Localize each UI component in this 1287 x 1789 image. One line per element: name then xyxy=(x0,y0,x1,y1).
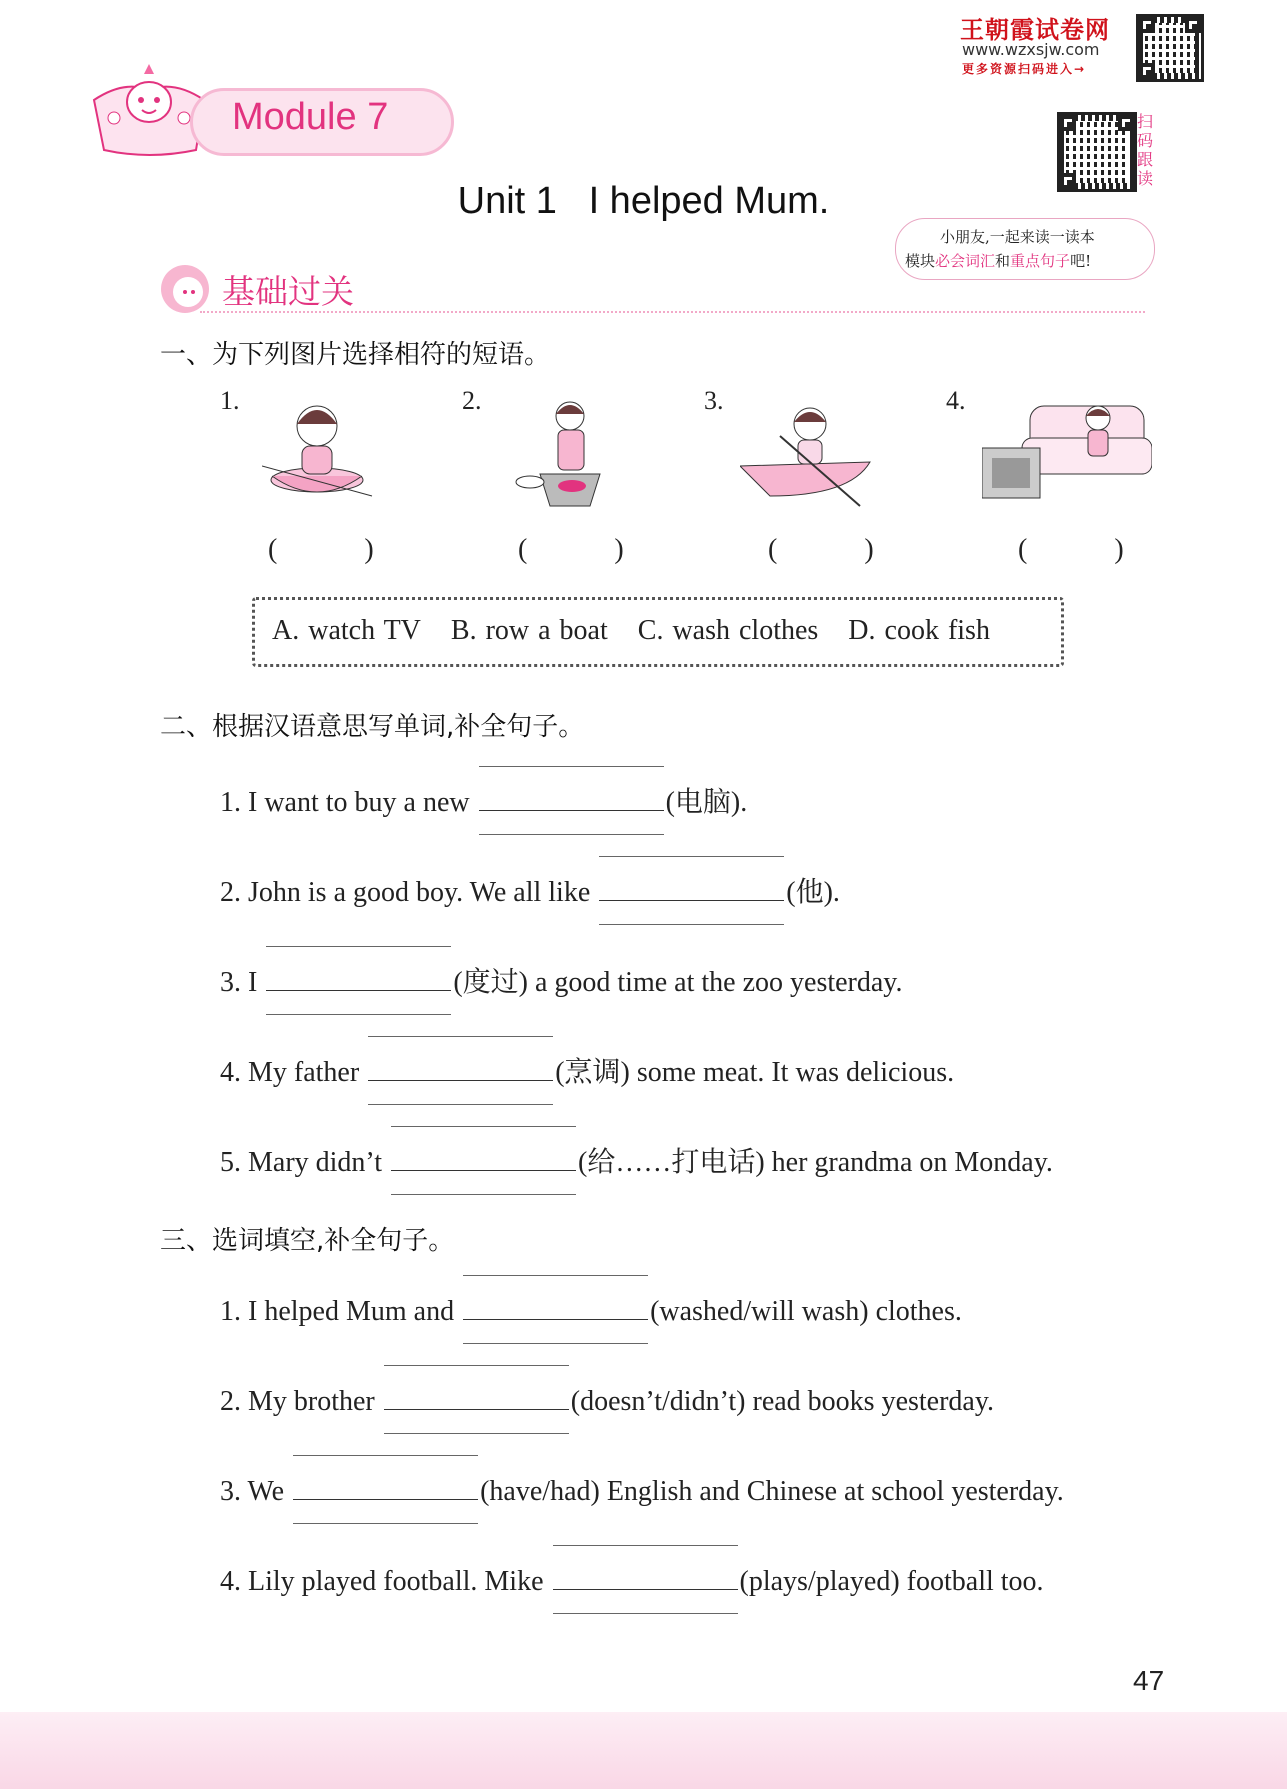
picture-number: 4. xyxy=(946,386,966,415)
answer-blank[interactable] xyxy=(266,970,451,991)
answer-blank[interactable] xyxy=(463,1299,648,1320)
question-line: 5. Mary didn’t (给……打电话) her grandma on Monday. xyxy=(220,1147,1053,1178)
question-line: 4. My father (烹调) some meat. It was delicious. xyxy=(220,1057,955,1088)
answer-blank[interactable] xyxy=(391,1150,576,1171)
girl-cooking-fish-image xyxy=(510,394,610,510)
section-title: 基础过关 xyxy=(222,272,354,311)
option-b: B. row a boat xyxy=(450,615,608,646)
brand-url[interactable]: www.wzxsjw.com xyxy=(962,40,1100,59)
picture-number: 2. xyxy=(462,386,482,415)
tip-line-1: 小朋友,一起来读一读本 xyxy=(940,228,1095,246)
question-line: 1. I helped Mum and (washed/will wash) clothes. xyxy=(220,1296,962,1327)
question-line: 4. Lily played football. Mike (plays/played) football too. xyxy=(220,1566,1044,1597)
girl-rowing-boat-image xyxy=(740,396,880,508)
footer-band xyxy=(0,1712,1287,1789)
scan-label: 扫码跟读 xyxy=(1137,112,1154,188)
section-divider xyxy=(200,311,1145,313)
part3-heading: 三、选词填空,补全句子。 xyxy=(160,1226,455,1256)
answer-parentheses[interactable]: ( ) xyxy=(768,534,914,565)
answer-parentheses[interactable]: ( ) xyxy=(268,534,414,565)
part1-heading: 一、为下列图片选择相符的短语。 xyxy=(160,340,551,370)
girl-washing-clothes-image xyxy=(262,396,382,508)
answer-parentheses[interactable]: ( ) xyxy=(1018,534,1164,565)
option-c: C. wash clothes xyxy=(637,615,819,646)
girl-watching-tv-image xyxy=(982,398,1152,510)
option-d: D. cook fish xyxy=(848,615,990,646)
answer-blank[interactable] xyxy=(368,1060,553,1081)
answer-blank[interactable] xyxy=(293,1479,478,1500)
question-line: 1. I want to buy a new (电脑). xyxy=(220,787,748,818)
girl-face-icon xyxy=(158,262,212,316)
answer-blank[interactable] xyxy=(553,1569,738,1590)
answer-blank[interactable] xyxy=(599,880,784,901)
question-line: 3. We (have/had) English and Chinese at school yesterday. xyxy=(220,1476,1064,1507)
brand-more-resources: 更多资源扫码进入→ xyxy=(962,62,1087,76)
option-a: A. watch TV xyxy=(272,615,421,646)
page-number: 47 xyxy=(1133,1665,1165,1696)
qr-code-icon[interactable] xyxy=(1136,14,1204,82)
picture-number: 1. xyxy=(220,386,240,415)
options-list xyxy=(272,615,990,647)
brand-name: 王朝霞试卷网 xyxy=(960,16,1110,44)
part2-heading: 二、根据汉语意思写单词,补全句子。 xyxy=(160,712,585,742)
answer-parentheses[interactable]: ( ) xyxy=(518,534,664,565)
picture-number: 3. xyxy=(704,386,724,415)
unit-title: Unit 1 I helped Mum. xyxy=(457,180,830,222)
tip-line-2: 模块必会词汇和重点句子吧! xyxy=(905,252,1092,270)
question-line: 2. John is a good boy. We all like (他). xyxy=(220,877,840,908)
answer-blank[interactable] xyxy=(384,1389,569,1410)
question-line: 3. I (度过) a good time at the zoo yesterday. xyxy=(220,967,903,998)
module-title: Module 7 xyxy=(232,96,389,138)
answer-blank[interactable] xyxy=(479,790,664,811)
question-line: 2. My brother (doesn’t/didn’t) read books yesterday. xyxy=(220,1386,995,1417)
